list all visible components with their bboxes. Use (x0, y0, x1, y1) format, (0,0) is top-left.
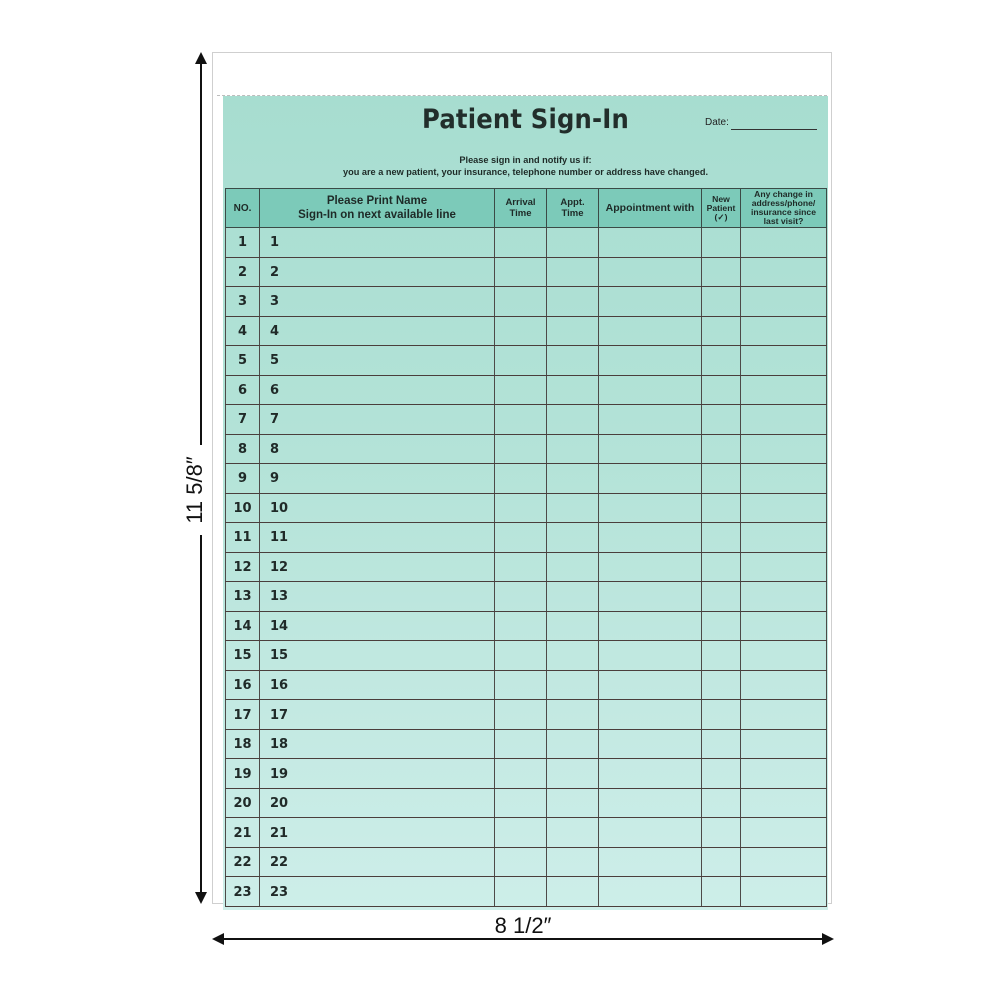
row-number (226, 788, 260, 818)
height-dimension-label: 11 5/8″ (175, 445, 215, 535)
name-cell[interactable] (260, 316, 495, 346)
instructions (223, 154, 828, 178)
row-number (226, 434, 260, 464)
table-row (226, 641, 827, 671)
row-number (226, 228, 260, 258)
line-number-label: 10 (270, 500, 289, 516)
row-number-label: 17 (233, 707, 252, 723)
row-number-label: 6 (237, 382, 248, 398)
appt-time-cell[interactable] (547, 877, 599, 907)
appointment-with-cell[interactable] (599, 316, 702, 346)
line-number-label: 22 (270, 855, 289, 871)
appointment-with-cell[interactable] (599, 434, 702, 464)
table-row (226, 847, 827, 877)
appt-time-cell[interactable] (547, 847, 599, 877)
change-cell[interactable] (741, 759, 827, 789)
arrival-time-cell[interactable] (495, 759, 547, 789)
header-name-line-2: Sign-In on next available line (298, 209, 456, 221)
appt-time-cell[interactable] (547, 611, 599, 641)
new-patient-cell[interactable] (702, 464, 741, 494)
line-number-label: 11 (270, 530, 289, 546)
row-number (226, 287, 260, 317)
table-row (226, 582, 827, 612)
table-row (226, 375, 827, 405)
row-number (226, 346, 260, 376)
appt-time-cell[interactable] (547, 788, 599, 818)
table-row (226, 464, 827, 494)
change-cell[interactable] (741, 641, 827, 671)
appt-time-cell[interactable] (547, 582, 599, 612)
header-arrival-line-2: Time (509, 208, 532, 219)
row-number-label: 23 (233, 884, 252, 900)
header-name-line-1: Please Print Name (326, 195, 428, 207)
row-number-label: 5 (237, 353, 248, 369)
appointment-with-cell[interactable] (599, 729, 702, 759)
appointment-with-cell[interactable] (599, 700, 702, 730)
table-body (226, 228, 827, 907)
row-number (226, 582, 260, 612)
header-new-line-2: Patient (706, 202, 736, 213)
table-row (226, 552, 827, 582)
line-number-label: 8 (270, 441, 280, 457)
appointment-with-cell[interactable] (599, 287, 702, 317)
change-cell[interactable] (741, 877, 827, 907)
appt-time-cell[interactable] (547, 405, 599, 435)
table-row (226, 729, 827, 759)
change-cell[interactable] (741, 523, 827, 553)
arrival-time-cell[interactable] (495, 346, 547, 376)
row-number-label: 10 (233, 500, 252, 516)
appt-time-cell[interactable] (547, 670, 599, 700)
appointment-with-cell[interactable] (599, 375, 702, 405)
arrival-time-cell[interactable] (495, 434, 547, 464)
new-patient-cell[interactable] (702, 405, 741, 435)
name-cell[interactable] (260, 405, 495, 435)
row-number (226, 464, 260, 494)
row-number (226, 316, 260, 346)
arrival-time-cell[interactable] (495, 788, 547, 818)
line-number-label: 21 (270, 825, 289, 841)
change-cell[interactable] (741, 788, 827, 818)
header-new-line-3: (✓) (714, 211, 728, 222)
line-number-label: 18 (270, 737, 289, 753)
row-number (226, 523, 260, 553)
name-cell[interactable] (260, 582, 495, 612)
new-patient-cell[interactable] (702, 611, 741, 641)
row-number (226, 405, 260, 435)
header-any-change (741, 189, 827, 228)
header-appt-time (547, 189, 599, 228)
appointment-with-cell[interactable] (599, 493, 702, 523)
appointment-with-cell[interactable] (599, 523, 702, 553)
new-patient-cell[interactable] (702, 788, 741, 818)
appointment-with-cell[interactable] (599, 346, 702, 376)
table-row (226, 788, 827, 818)
appointment-with-cell[interactable] (599, 877, 702, 907)
new-patient-cell[interactable] (702, 641, 741, 671)
change-cell[interactable] (741, 375, 827, 405)
instruction-line-2: you are a new patient, your insurance, telephone number or address have changed. (342, 167, 709, 177)
header-new-line-1: New (712, 193, 730, 204)
row-number-label: 16 (233, 677, 252, 693)
new-patient-cell[interactable] (702, 847, 741, 877)
arrival-time-cell[interactable] (495, 552, 547, 582)
appointment-with-cell[interactable] (599, 405, 702, 435)
row-number (226, 759, 260, 789)
line-number-label: 1 (270, 235, 280, 251)
table-row (226, 346, 827, 376)
new-patient-cell[interactable] (702, 729, 741, 759)
row-number-label: 18 (233, 737, 252, 753)
line-number-label: 14 (270, 618, 289, 634)
change-cell[interactable] (741, 729, 827, 759)
name-cell[interactable] (260, 847, 495, 877)
change-cell[interactable] (741, 405, 827, 435)
appt-time-cell[interactable] (547, 523, 599, 553)
appointment-with-cell[interactable] (599, 670, 702, 700)
table-row (226, 818, 827, 848)
new-patient-cell[interactable] (702, 670, 741, 700)
change-cell[interactable] (741, 847, 827, 877)
row-number (226, 375, 260, 405)
instruction-line-1: Please sign in and notify us if: (459, 155, 592, 165)
line-number-label: 23 (270, 884, 289, 900)
appt-time-cell[interactable] (547, 700, 599, 730)
appt-time-cell[interactable] (547, 257, 599, 287)
name-cell[interactable] (260, 641, 495, 671)
new-patient-cell[interactable] (702, 523, 741, 553)
arrival-time-cell[interactable] (495, 257, 547, 287)
row-number (226, 877, 260, 907)
change-cell[interactable] (741, 670, 827, 700)
row-number (226, 818, 260, 848)
name-cell[interactable] (260, 670, 495, 700)
change-cell[interactable] (741, 316, 827, 346)
appt-time-cell[interactable] (547, 493, 599, 523)
change-cell[interactable] (741, 464, 827, 494)
form-title: Patient Sign-In (421, 104, 629, 135)
line-number-label: 16 (270, 677, 289, 693)
arrival-time-cell[interactable] (495, 316, 547, 346)
arrival-time-cell[interactable] (495, 582, 547, 612)
row-number-label: 19 (233, 766, 252, 782)
row-number-label: 14 (233, 618, 252, 634)
change-cell[interactable] (741, 582, 827, 612)
form-area (223, 96, 828, 910)
name-cell[interactable] (260, 257, 495, 287)
new-patient-cell[interactable] (702, 818, 741, 848)
change-cell[interactable] (741, 434, 827, 464)
table-row (226, 316, 827, 346)
arrival-time-cell[interactable] (495, 287, 547, 317)
line-number-label: 17 (270, 707, 289, 723)
new-patient-cell[interactable] (702, 493, 741, 523)
header-change-line-4: last visit? (763, 216, 804, 226)
new-patient-cell[interactable] (702, 552, 741, 582)
row-number (226, 257, 260, 287)
row-number (226, 700, 260, 730)
table-row (226, 700, 827, 730)
line-number-label: 2 (270, 264, 280, 280)
line-number-label: 3 (270, 294, 280, 310)
line-number-label: 9 (270, 471, 280, 487)
header-change-line-2: address/phone/ (751, 198, 816, 208)
appt-time-cell[interactable] (547, 375, 599, 405)
arrival-time-cell[interactable] (495, 818, 547, 848)
line-number-label: 7 (270, 412, 280, 428)
appointment-with-cell[interactable] (599, 847, 702, 877)
row-number (226, 847, 260, 877)
change-cell[interactable] (741, 287, 827, 317)
change-cell[interactable] (741, 611, 827, 641)
name-cell[interactable] (260, 493, 495, 523)
line-number-label: 5 (270, 353, 280, 369)
appt-time-cell[interactable] (547, 228, 599, 258)
appointment-with-cell[interactable] (599, 818, 702, 848)
new-patient-cell[interactable] (702, 582, 741, 612)
table-row (226, 405, 827, 435)
row-number-label: 7 (237, 412, 248, 428)
row-number (226, 552, 260, 582)
name-cell[interactable] (260, 375, 495, 405)
new-patient-cell[interactable] (702, 228, 741, 258)
appt-time-cell[interactable] (547, 552, 599, 582)
line-number-label: 20 (270, 796, 289, 812)
arrival-time-cell[interactable] (495, 228, 547, 258)
table-row (226, 228, 827, 258)
appt-time-cell[interactable] (547, 729, 599, 759)
arrival-time-cell[interactable] (495, 375, 547, 405)
name-cell[interactable] (260, 877, 495, 907)
width-dimension-label: 8 1/2″ (494, 913, 552, 938)
new-patient-cell[interactable] (702, 700, 741, 730)
appointment-with-cell[interactable] (599, 788, 702, 818)
sign-in-sheet (212, 52, 832, 904)
line-number-label: 15 (270, 648, 289, 664)
arrival-time-cell[interactable] (495, 641, 547, 671)
line-number-label: 4 (270, 323, 280, 339)
row-number-label: 2 (237, 264, 248, 280)
appointment-with-cell[interactable] (599, 641, 702, 671)
row-number-label: 21 (233, 825, 252, 841)
row-number-label: 1 (237, 235, 248, 251)
arrival-time-cell[interactable] (495, 493, 547, 523)
new-patient-cell[interactable] (702, 375, 741, 405)
header-arrival-time (495, 189, 547, 228)
row-number-label: 12 (233, 559, 252, 575)
name-cell[interactable] (260, 818, 495, 848)
arrival-time-cell[interactable] (495, 847, 547, 877)
row-number (226, 670, 260, 700)
line-number-label: 13 (270, 589, 289, 605)
row-number-label: 11 (233, 530, 252, 546)
line-number-label: 12 (270, 559, 289, 575)
appointment-with-cell[interactable] (599, 582, 702, 612)
row-number-label: 22 (233, 855, 252, 871)
row-number-label: 4 (237, 323, 248, 339)
header-name (260, 189, 495, 228)
arrival-time-cell[interactable] (495, 523, 547, 553)
appointment-with-cell[interactable] (599, 228, 702, 258)
appt-time-cell[interactable] (547, 759, 599, 789)
new-patient-cell[interactable] (702, 346, 741, 376)
arrival-time-cell[interactable] (495, 700, 547, 730)
name-cell[interactable] (260, 759, 495, 789)
header-appt-line-1: Appt. (560, 197, 585, 208)
change-cell[interactable] (741, 700, 827, 730)
header-appointment-with: Appointment with (599, 189, 702, 228)
row-number-label: 8 (237, 441, 248, 457)
row-number (226, 641, 260, 671)
date-field-line[interactable] (731, 129, 817, 130)
change-cell[interactable] (741, 257, 827, 287)
row-number (226, 611, 260, 641)
table-row (226, 493, 827, 523)
table-row (226, 759, 827, 789)
header-no: NO. (226, 189, 260, 228)
appt-time-cell[interactable] (547, 434, 599, 464)
name-cell[interactable] (260, 434, 495, 464)
name-cell[interactable] (260, 464, 495, 494)
table-row (226, 523, 827, 553)
appointment-with-cell[interactable] (599, 464, 702, 494)
appt-time-cell[interactable] (547, 287, 599, 317)
row-number-label: 15 (233, 648, 252, 664)
arrival-time-cell[interactable] (495, 670, 547, 700)
name-cell[interactable] (260, 611, 495, 641)
name-cell[interactable] (260, 287, 495, 317)
change-cell[interactable] (741, 346, 827, 376)
change-cell[interactable] (741, 552, 827, 582)
change-cell[interactable] (741, 818, 827, 848)
header-new-patient (702, 189, 741, 228)
line-number-label: 19 (270, 766, 289, 782)
new-patient-cell[interactable] (702, 316, 741, 346)
name-cell[interactable] (260, 729, 495, 759)
arrival-time-cell[interactable] (495, 405, 547, 435)
table-row (226, 287, 827, 317)
new-patient-cell[interactable] (702, 287, 741, 317)
name-cell[interactable] (260, 788, 495, 818)
arrival-time-cell[interactable] (495, 729, 547, 759)
appointment-with-cell[interactable] (599, 611, 702, 641)
table-row (226, 877, 827, 907)
row-number (226, 729, 260, 759)
appointment-with-cell[interactable] (599, 257, 702, 287)
appt-time-cell[interactable] (547, 464, 599, 494)
appt-time-cell[interactable] (547, 346, 599, 376)
appt-time-cell[interactable] (547, 316, 599, 346)
table-row (226, 670, 827, 700)
appt-time-cell[interactable] (547, 818, 599, 848)
arrival-time-cell[interactable] (495, 877, 547, 907)
new-patient-cell[interactable] (702, 759, 741, 789)
new-patient-cell[interactable] (702, 877, 741, 907)
row-number (226, 493, 260, 523)
header-appt-line-2: Time (561, 208, 584, 219)
appointment-with-cell[interactable] (599, 552, 702, 582)
change-cell[interactable] (741, 493, 827, 523)
row-number-label: 13 (233, 589, 252, 605)
row-number-label: 3 (237, 294, 248, 310)
header-change-line-1: Any change in (754, 189, 813, 199)
row-number-label: 9 (237, 471, 248, 487)
header-row (226, 189, 827, 228)
new-patient-cell[interactable] (702, 257, 741, 287)
name-cell[interactable] (260, 523, 495, 553)
sign-in-table (225, 188, 827, 907)
header-change-line-3: insurance since (751, 207, 816, 217)
row-number-label: 20 (233, 796, 252, 812)
change-cell[interactable] (741, 228, 827, 258)
name-cell[interactable] (260, 346, 495, 376)
date-label: Date: (705, 117, 729, 128)
name-cell[interactable] (260, 552, 495, 582)
appt-time-cell[interactable] (547, 641, 599, 671)
table-row (226, 257, 827, 287)
header-arrival-line-1: Arrival (505, 197, 536, 208)
table-row (226, 434, 827, 464)
line-number-label: 6 (270, 382, 280, 398)
table-row (226, 611, 827, 641)
name-cell[interactable] (260, 228, 495, 258)
name-cell[interactable] (260, 700, 495, 730)
appointment-with-cell[interactable] (599, 759, 702, 789)
arrival-time-cell[interactable] (495, 464, 547, 494)
arrival-time-cell[interactable] (495, 611, 547, 641)
new-patient-cell[interactable] (702, 434, 741, 464)
